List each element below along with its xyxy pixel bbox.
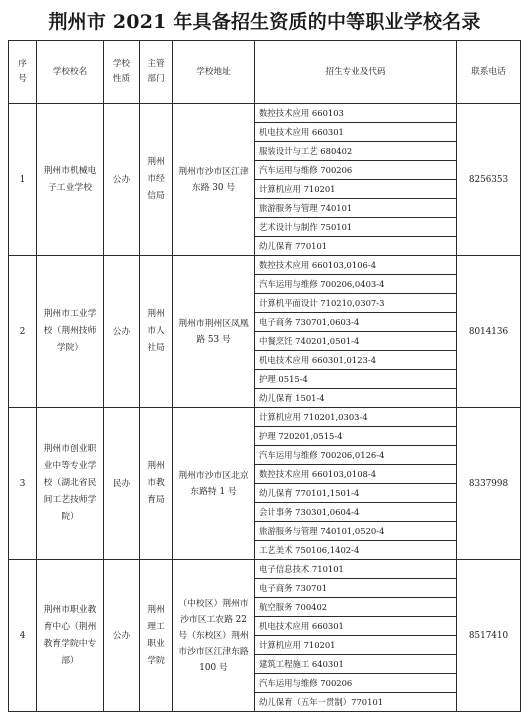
page-title: 荆州市 2021 年具备招生资质的中等职业学校名录 [48,11,481,33]
school-address: （中校区）荆州市沙市区工农路 22 号（东校区）荆州市沙市区江津东路 100 号 [173,560,255,712]
major-item: 幼儿保育 770101 [259,241,328,251]
header-majors: 招生专业及代码 [255,41,457,104]
school-majors [255,256,457,408]
school-nature: 民办 [104,408,140,560]
major-item: 中餐烹饪 740201,0501-4 [255,332,456,351]
major-item: 护理 720201,0515-4 [255,427,456,446]
school-nature: 公办 [104,256,140,408]
major-item: 电子商务 730701 [255,579,456,598]
major-item: 机电技术应用 660301 [255,617,456,636]
table-row [9,408,521,560]
school-dept: 荆州市人社局 [140,256,173,408]
major-item: 电子信息技术 710101 [255,560,456,579]
majors-list [255,560,456,711]
major-item: 航空服务 700402 [255,598,456,617]
major-item: 计算机应用 710201,0303-4 [255,408,456,427]
school-name: 荆州市创业职业中等专业学校（湖北省民间工艺技师学院） [37,408,104,560]
school-phone: 8256353 [457,104,521,256]
major-item: 计算机应用 710201 [255,180,456,199]
major-item: 汽车运用与维修 700206,0126-4 [255,446,456,465]
school-majors [255,560,457,712]
table-header-row [9,41,521,104]
header-nature: 学校性质 [104,41,140,104]
school-majors [255,104,457,256]
major-item: 艺术设计与制作 750101 [255,218,456,237]
major-item: 工艺美术 750106,1402-4 [259,545,360,555]
table-row [9,560,521,712]
school-phone: 8337998 [457,408,521,560]
major-item: 机电技术应用 660301 [255,123,456,142]
header-name: 学校校名 [37,41,104,104]
header-index: 序号 [9,41,37,104]
table-row [9,256,521,408]
school-table-body [9,104,521,712]
major-item: 幼儿保育 770101,1501-4 [255,484,456,503]
school-name: 荆州市职业教育中心（荆州教育学院中专部） [37,560,104,712]
major-item: 机电技术应用 660301,0123-4 [255,351,456,370]
school-phone: 8014136 [457,256,521,408]
major-item: 旅游服务与管理 740101,0520-4 [255,522,456,541]
school-name: 荆州市机械电子工业学校 [37,104,104,256]
school-address: 荆州市沙市区江津东路 30 号 [173,104,255,256]
majors-list [255,256,456,407]
major-item: 服装设计与工艺 680402 [255,142,456,161]
school-majors [255,408,457,560]
school-table [8,40,521,712]
school-address: 荆州市沙市区北京东路特 1 号 [173,408,255,560]
school-phone: 8517410 [457,560,521,712]
school-index: 4 [9,560,37,712]
major-item: 旅游服务与管理 740101 [255,199,456,218]
school-dept: 荆州理工职业学院 [140,560,173,712]
major-item: 建筑工程施工 640301 [255,655,456,674]
school-dept: 荆州市教育局 [140,408,173,560]
major-item: 汽车运用与维修 700206 [255,161,456,180]
school-nature: 公办 [104,560,140,712]
major-item: 汽车运用与维修 700206,0403-4 [255,275,456,294]
school-address: 荆州市荆州区凤凰路 53 号 [173,256,255,408]
majors-list [255,408,456,559]
major-item: 计算机平面设计 710210,0307-3 [255,294,456,313]
header-phone: 联系电话 [457,41,521,104]
header-dept: 主管部门 [140,41,173,104]
major-item: 数控技术应用 660103 [255,104,456,123]
major-item: 幼儿保育 1501-4 [259,393,325,403]
table-row [9,104,521,256]
major-item: 幼儿保育（五年一贯制）770101 [259,697,384,707]
school-index: 2 [9,256,37,408]
major-item: 数控技术应用 660103,0106-4 [255,256,456,275]
major-item: 汽车运用与维修 700206 [255,674,456,693]
header-address: 学校地址 [173,41,255,104]
major-item: 会计事务 730301,0604-4 [255,503,456,522]
major-item: 护理 0515-4 [255,370,456,389]
school-index: 3 [9,408,37,560]
school-name: 荆州市工业学校（荆州技师学院） [37,256,104,408]
school-dept: 荆州市经信局 [140,104,173,256]
majors-list [255,104,456,255]
major-item: 计算机应用 710201 [255,636,456,655]
school-index: 1 [9,104,37,256]
major-item: 电子商务 730701,0603-4 [255,313,456,332]
major-item: 数控技术应用 660103,0108-4 [255,465,456,484]
school-nature: 公办 [104,104,140,256]
